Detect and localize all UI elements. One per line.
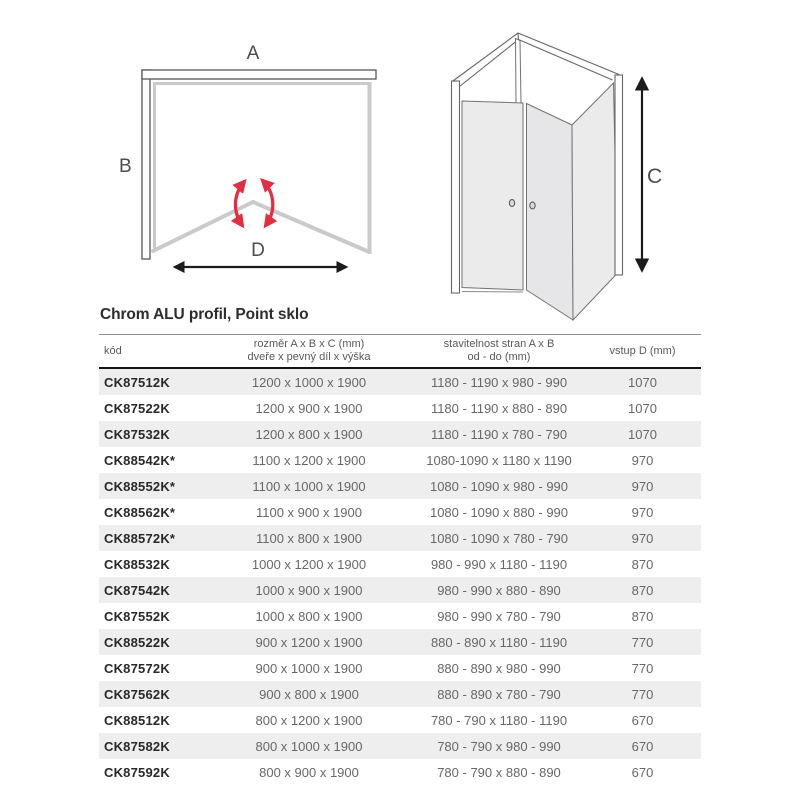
cell-adjustability: 880 - 890 x 1180 - 1190	[430, 634, 568, 650]
top-view-diagram	[95, 25, 400, 300]
door-left-panel	[462, 101, 523, 290]
table-row	[99, 577, 701, 603]
cell-adjustability: 1080 - 1090 x 980 - 990	[429, 478, 569, 494]
cell-adjustability: 1080-1090 x 1180 x 1190	[426, 452, 572, 468]
cell-code: CK88572K*	[104, 530, 176, 546]
perspective-diagram	[435, 20, 680, 325]
table-row	[99, 525, 701, 551]
cell-adjustability: 780 - 790 x 980 - 990	[437, 738, 561, 754]
table-row	[99, 759, 701, 785]
cell-adjustability: 1180 - 1190 x 780 - 790	[430, 426, 568, 442]
cell-entry: 970	[631, 452, 654, 468]
cell-dimensions: 1100 x 1200 x 1900	[252, 452, 366, 468]
table-row	[99, 603, 701, 629]
cell-entry: 1070	[628, 426, 657, 442]
cell-code: CK88522K	[104, 634, 170, 650]
door-right-panel	[527, 104, 574, 321]
cell-entry: 770	[631, 686, 654, 702]
cell-code: CK87562K	[104, 686, 170, 702]
cell-dimensions: 900 x 1000 x 1900	[255, 660, 363, 676]
cell-code: CK87582K	[104, 738, 170, 754]
header-code: kód	[104, 344, 122, 357]
cell-code: CK88542K*	[104, 452, 176, 468]
cell-code: CK88562K*	[104, 504, 176, 520]
cell-entry: 770	[631, 634, 654, 650]
cell-dimensions: 800 x 900 x 1900	[259, 764, 359, 780]
cell-adjustability: 980 - 990 x 780 - 790	[437, 608, 561, 624]
table-row	[99, 395, 701, 421]
cell-dimensions: 900 x 800 x 1900	[259, 686, 359, 702]
dim-label-d: D	[251, 240, 265, 261]
cell-entry: 970	[631, 530, 654, 546]
cell-dimensions: 800 x 1200 x 1900	[255, 712, 363, 728]
table-row	[99, 499, 701, 525]
cell-adjustability: 1080 - 1090 x 780 - 790	[429, 530, 569, 546]
cell-entry: 1070	[628, 400, 657, 416]
cell-entry: 670	[631, 764, 654, 780]
header-entry: vstup D (mm)	[609, 344, 676, 357]
dim-label-a: A	[246, 43, 260, 64]
cell-dimensions: 1000 x 900 x 1900	[255, 582, 363, 598]
table-row	[99, 447, 701, 473]
door-knob-right	[530, 202, 535, 209]
cell-code: CK87572K	[104, 660, 170, 676]
fold-door-right-line	[253, 202, 367, 251]
frame-top-outer	[452, 33, 620, 82]
cell-entry: 970	[631, 478, 654, 494]
table-row	[99, 629, 701, 655]
cell-dimensions: 1100 x 1000 x 1900	[252, 478, 366, 494]
cell-code: CK87512K	[104, 374, 170, 390]
profile-left	[452, 81, 460, 293]
cell-code: CK87552K	[104, 608, 170, 624]
cell-adjustability: 1080 - 1090 x 880 - 990	[429, 504, 569, 520]
cell-dimensions: 1200 x 800 x 1900	[255, 426, 363, 442]
cell-code: CK87542K	[104, 582, 170, 598]
header-adjustability-line1: stavitelnost stran A x B	[443, 338, 555, 350]
cell-dimensions: 1200 x 900 x 1900	[255, 400, 363, 416]
table-row	[99, 707, 701, 733]
cell-dimensions: 1100 x 900 x 1900	[255, 504, 362, 520]
cell-entry: 1070	[628, 374, 657, 390]
cell-dimensions: 1200 x 1000 x 1900	[251, 374, 367, 390]
cell-adjustability: 880 - 890 x 980 - 990	[437, 660, 561, 676]
dim-label-c: C	[647, 165, 663, 188]
cell-entry: 870	[631, 582, 654, 598]
cell-code: CK88532K	[104, 556, 170, 572]
header-dimensions-line2: dveře x pevný díl x výška	[247, 351, 371, 363]
table-row	[99, 473, 701, 499]
wall-top	[142, 70, 376, 79]
cell-adjustability: 1180 - 1190 x 980 - 990	[430, 374, 568, 390]
table-body	[99, 369, 701, 785]
cell-adjustability: 880 - 890 x 780 - 790	[437, 686, 561, 702]
header-adjustability	[409, 338, 589, 364]
table-row	[99, 681, 701, 707]
cell-adjustability: 980 - 990 x 880 - 890	[437, 582, 561, 598]
cell-entry: 670	[631, 738, 654, 754]
fold-door-left-line	[153, 202, 253, 251]
page-title: Chrom ALU profil, Point sklo	[100, 306, 309, 323]
cell-entry: 870	[631, 608, 654, 624]
cell-adjustability: 780 - 790 x 880 - 890	[437, 764, 561, 780]
frame-apex-joint	[518, 33, 519, 40]
header-dimensions-line1: rozměr A x B x C (mm)	[253, 338, 365, 350]
cell-dimensions: 1100 x 800 x 1900	[255, 530, 362, 546]
cell-entry: 770	[631, 660, 654, 676]
cell-code: CK87592K	[104, 764, 170, 780]
cell-dimensions: 1000 x 800 x 1900	[255, 608, 363, 624]
frame-top-inner	[460, 40, 613, 87]
table-header	[99, 334, 701, 369]
cell-code: CK87522K	[104, 400, 170, 416]
cell-code: CK87532K	[104, 426, 170, 442]
cell-code: CK88552K*	[104, 478, 176, 494]
cell-adjustability: 780 - 790 x 1180 - 1190	[430, 712, 568, 728]
header-adjustability-line2: od - do (mm)	[467, 351, 531, 363]
table-row	[99, 421, 701, 447]
door-swing-arrow-left	[235, 182, 244, 225]
cell-adjustability: 1180 - 1190 x 880 - 890	[430, 400, 568, 416]
table-row	[99, 551, 701, 577]
cell-entry: 970	[631, 504, 654, 520]
door-left-bottom-rail	[462, 292, 523, 293]
table-row	[99, 733, 701, 759]
dim-label-b: B	[119, 156, 132, 177]
corner-post	[516, 39, 522, 104]
header-dimensions	[209, 338, 409, 364]
cell-dimensions: 800 x 1000 x 1900	[255, 738, 363, 754]
fixed-side-panel	[572, 83, 618, 320]
cell-entry: 670	[631, 712, 654, 728]
wall-left	[142, 70, 150, 259]
cell-code: CK88512K	[104, 712, 170, 728]
cell-dimensions: 900 x 1200 x 1900	[255, 634, 363, 650]
table-row	[99, 369, 701, 395]
cell-adjustability: 980 - 990 x 1180 - 1190	[430, 556, 568, 572]
door-knob-left	[509, 200, 514, 207]
cell-dimensions: 1000 x 1200 x 1900	[251, 556, 367, 572]
profile-right	[615, 75, 623, 275]
spec-table	[99, 334, 701, 785]
table-row	[99, 655, 701, 681]
door-swing-arrow-right	[263, 181, 273, 225]
cell-entry: 870	[631, 556, 654, 572]
